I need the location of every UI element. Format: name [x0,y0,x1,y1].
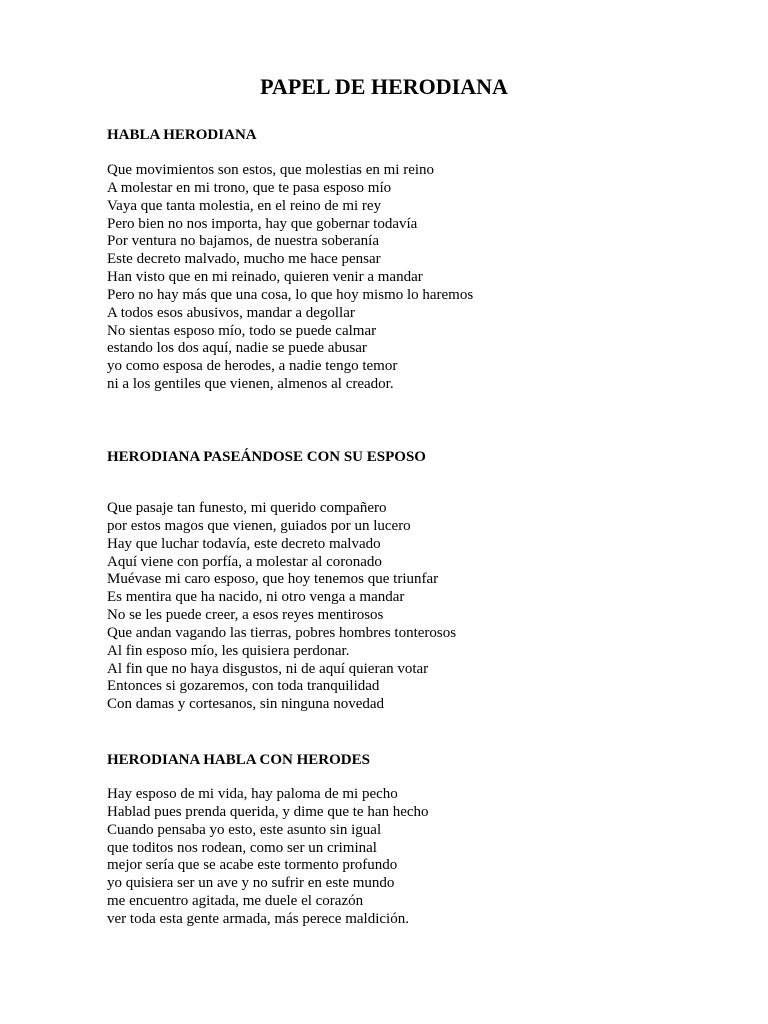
verse-block-paseandose [107,500,456,714]
section-heading-paseandose: HERODIANA PASEÁNDOSE CON SU ESPOSO [107,449,426,465]
verse-line: Pero bien no nos importa, hay que gobernar todavía [107,215,418,232]
verse-line: Con damas y cortesanos, sin ninguna novedad [107,696,385,713]
verse-block-habla-herodiana [107,162,473,394]
verse-line: Que pasaje tan funesto, mi querido compañero [107,500,387,516]
verse-line: Es mentira que ha nacido, ni otro venga a mandar [107,589,405,606]
verse-line: Pero no hay más que una cosa, lo que hoy mismo lo haremos [107,286,474,303]
verse-line: Aquí viene con porfía, a molestar al coronado [107,553,382,570]
verse-line: Al fin que no haya disgustos, ni de aquí quieran votar [107,660,429,677]
verse-line: Vaya que tanta molestia, en el reino de mi rey [107,197,382,214]
verse-line: que toditos nos rodean, como ser un criminal [107,839,377,856]
verse-line: A molestar en mi trono, que te pasa esposo mío [107,179,392,196]
verse-line: Hay que luchar todavía, este decreto malvado [107,535,381,552]
verse-line: por estos magos que vienen, guiados por un lucero [107,517,411,534]
verse-line: Que andan vagando las tierras, pobres hombres tonterosos [107,624,457,641]
verse-line: Este decreto malvado, mucho me hace pensar [107,251,381,268]
verse-line: Entonces si gozaremos, con toda tranquilidad [107,678,380,695]
verse-line: mejor sería que se acabe este tormento profundo [107,857,398,874]
verse-line: yo como esposa de herodes, a nadie tengo temor [107,358,398,375]
verse-block-habla-con-herodes [107,786,429,929]
verse-line: Han visto que en mi reinado, quieren venir a mandar [107,269,423,286]
verse-line: estando los dos aquí, nadie se puede abusar [107,340,367,357]
verse-line: Al fin esposo mío, les quisiera perdonar. [107,642,350,659]
section-heading-habla-herodiana: HABLA HERODIANA [107,127,257,143]
verse-line: A todos esos abusivos, mandar a degollar [107,304,355,321]
verse-line: me encuentro agitada, me duele el corazón [107,893,364,910]
verse-line: Muévase mi caro esposo, que hoy tenemos que triunfar [107,571,439,588]
verse-line: yo quisiera ser un ave y no sufrir en este mundo [107,875,395,892]
verse-line: No se les puede creer, a esos reyes mentirosos [107,607,384,624]
page-title: PAPEL DE HERODIANA [260,74,508,99]
verse-line: Hablad pues prenda querida, y dime que te han hecho [107,803,429,820]
verse-line: Por ventura no bajamos, de nuestra soberanía [107,233,379,250]
verse-line: No sientas esposo mío, todo se puede calmar [107,322,377,339]
verse-line: ni a los gentiles que vienen, almenos al creador. [107,376,394,393]
verse-line: Hay esposo de mi vida, hay paloma de mi pecho [107,786,398,802]
verse-line: Cuando pensaba yo esto, este asunto sin igual [107,821,382,838]
section-heading-habla-con-herodes: HERODIANA HABLA CON HERODES [107,752,370,768]
verse-line: Que movimientos son estos, que molestias en mi reino [107,162,435,178]
verse-line: ver toda esta gente armada, más perece maldición. [107,910,409,927]
